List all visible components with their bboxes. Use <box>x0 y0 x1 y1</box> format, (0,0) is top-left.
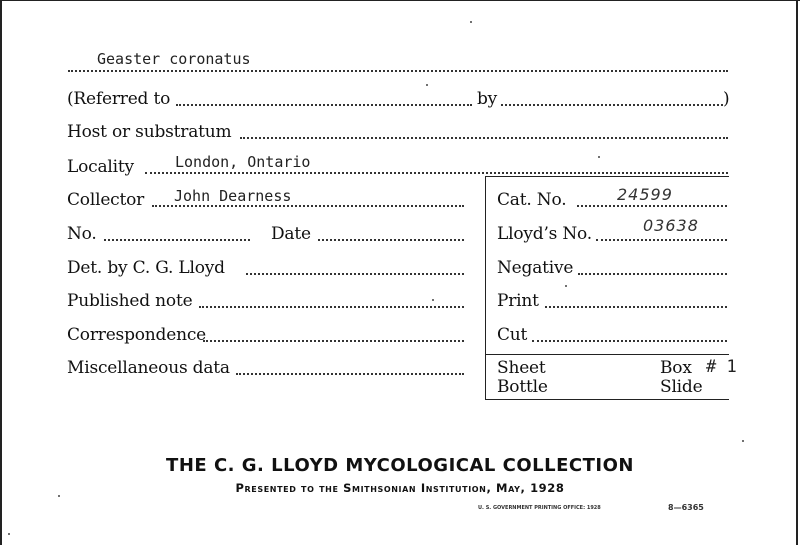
published-note-label: Published note <box>67 291 193 311</box>
catalog-box-top-border <box>485 176 729 177</box>
locality-line <box>145 172 728 174</box>
by-label: by <box>477 89 498 109</box>
locality-label: Locality <box>67 157 134 177</box>
cat-no-value: 24599 <box>617 185 673 204</box>
host-line <box>240 137 728 139</box>
collector-line <box>152 205 464 207</box>
cat-no-label: Cat. No. <box>497 190 567 210</box>
bottle-label: Bottle <box>497 377 548 397</box>
slide-label: Slide <box>660 377 703 397</box>
collection-title: THE C. G. LLOYD MYCOLOGICAL COLLECTION <box>166 455 634 476</box>
locality-value: London, Ontario <box>175 153 311 171</box>
host-label: Host or substratum <box>67 122 232 142</box>
correspondence-label: Correspondence <box>67 325 207 345</box>
no-label: No. <box>67 224 97 244</box>
cat-no-line <box>577 205 727 207</box>
correspondence-line <box>203 340 464 342</box>
misc-data-label: Miscellaneous data <box>67 358 230 378</box>
scan-speck <box>58 495 60 497</box>
scan-speck <box>598 156 600 158</box>
scan-speck <box>470 21 472 23</box>
date-line <box>318 239 464 241</box>
det-by-label: Det. by C. G. Lloyd <box>67 258 225 278</box>
card-border-top <box>0 0 800 1</box>
lloyds-no-value: 03638 <box>643 216 699 235</box>
date-label: Date <box>271 224 311 244</box>
no-line <box>104 239 250 241</box>
negative-line <box>578 273 727 275</box>
scan-speck <box>742 440 744 442</box>
catalog-box-bottom-border <box>485 399 729 400</box>
scan-speck <box>426 84 428 86</box>
published-note-line <box>199 306 464 308</box>
catalog-box-divider <box>485 354 729 355</box>
species-name: Geaster coronatus <box>97 50 251 68</box>
species-line <box>68 70 728 72</box>
lloyds-no-line <box>596 239 727 241</box>
by-line <box>501 104 723 106</box>
collection-subtitle: Presented to the Smithsonian Institution, May, 1928 <box>235 481 565 495</box>
lloyds-no-label: Lloyd’s No. <box>497 224 592 244</box>
det-by-line <box>246 273 464 275</box>
box-number: # 1 <box>706 357 737 377</box>
referred-to-label: (Referred to <box>67 89 171 109</box>
cut-label: Cut <box>497 325 528 345</box>
referred-to-line <box>176 104 472 106</box>
box-label: Box <box>660 358 692 378</box>
form-number: 8—6365 <box>668 503 704 512</box>
misc-data-line <box>236 373 464 375</box>
sheet-label: Sheet <box>497 358 546 378</box>
scan-speck <box>432 299 434 301</box>
print-line <box>545 306 727 308</box>
print-label: Print <box>497 291 539 311</box>
scan-speck <box>565 285 567 287</box>
collector-label: Collector <box>67 190 145 210</box>
negative-label: Negative <box>497 258 574 278</box>
collector-value: John Dearness <box>174 187 292 205</box>
catalog-box-left-border <box>485 176 486 400</box>
scan-speck <box>8 533 10 535</box>
close-paren: ) <box>723 89 730 109</box>
cut-line <box>532 340 727 342</box>
printing-office-note: U. S. GOVERNMENT PRINTING OFFICE: 1928 <box>478 505 601 511</box>
